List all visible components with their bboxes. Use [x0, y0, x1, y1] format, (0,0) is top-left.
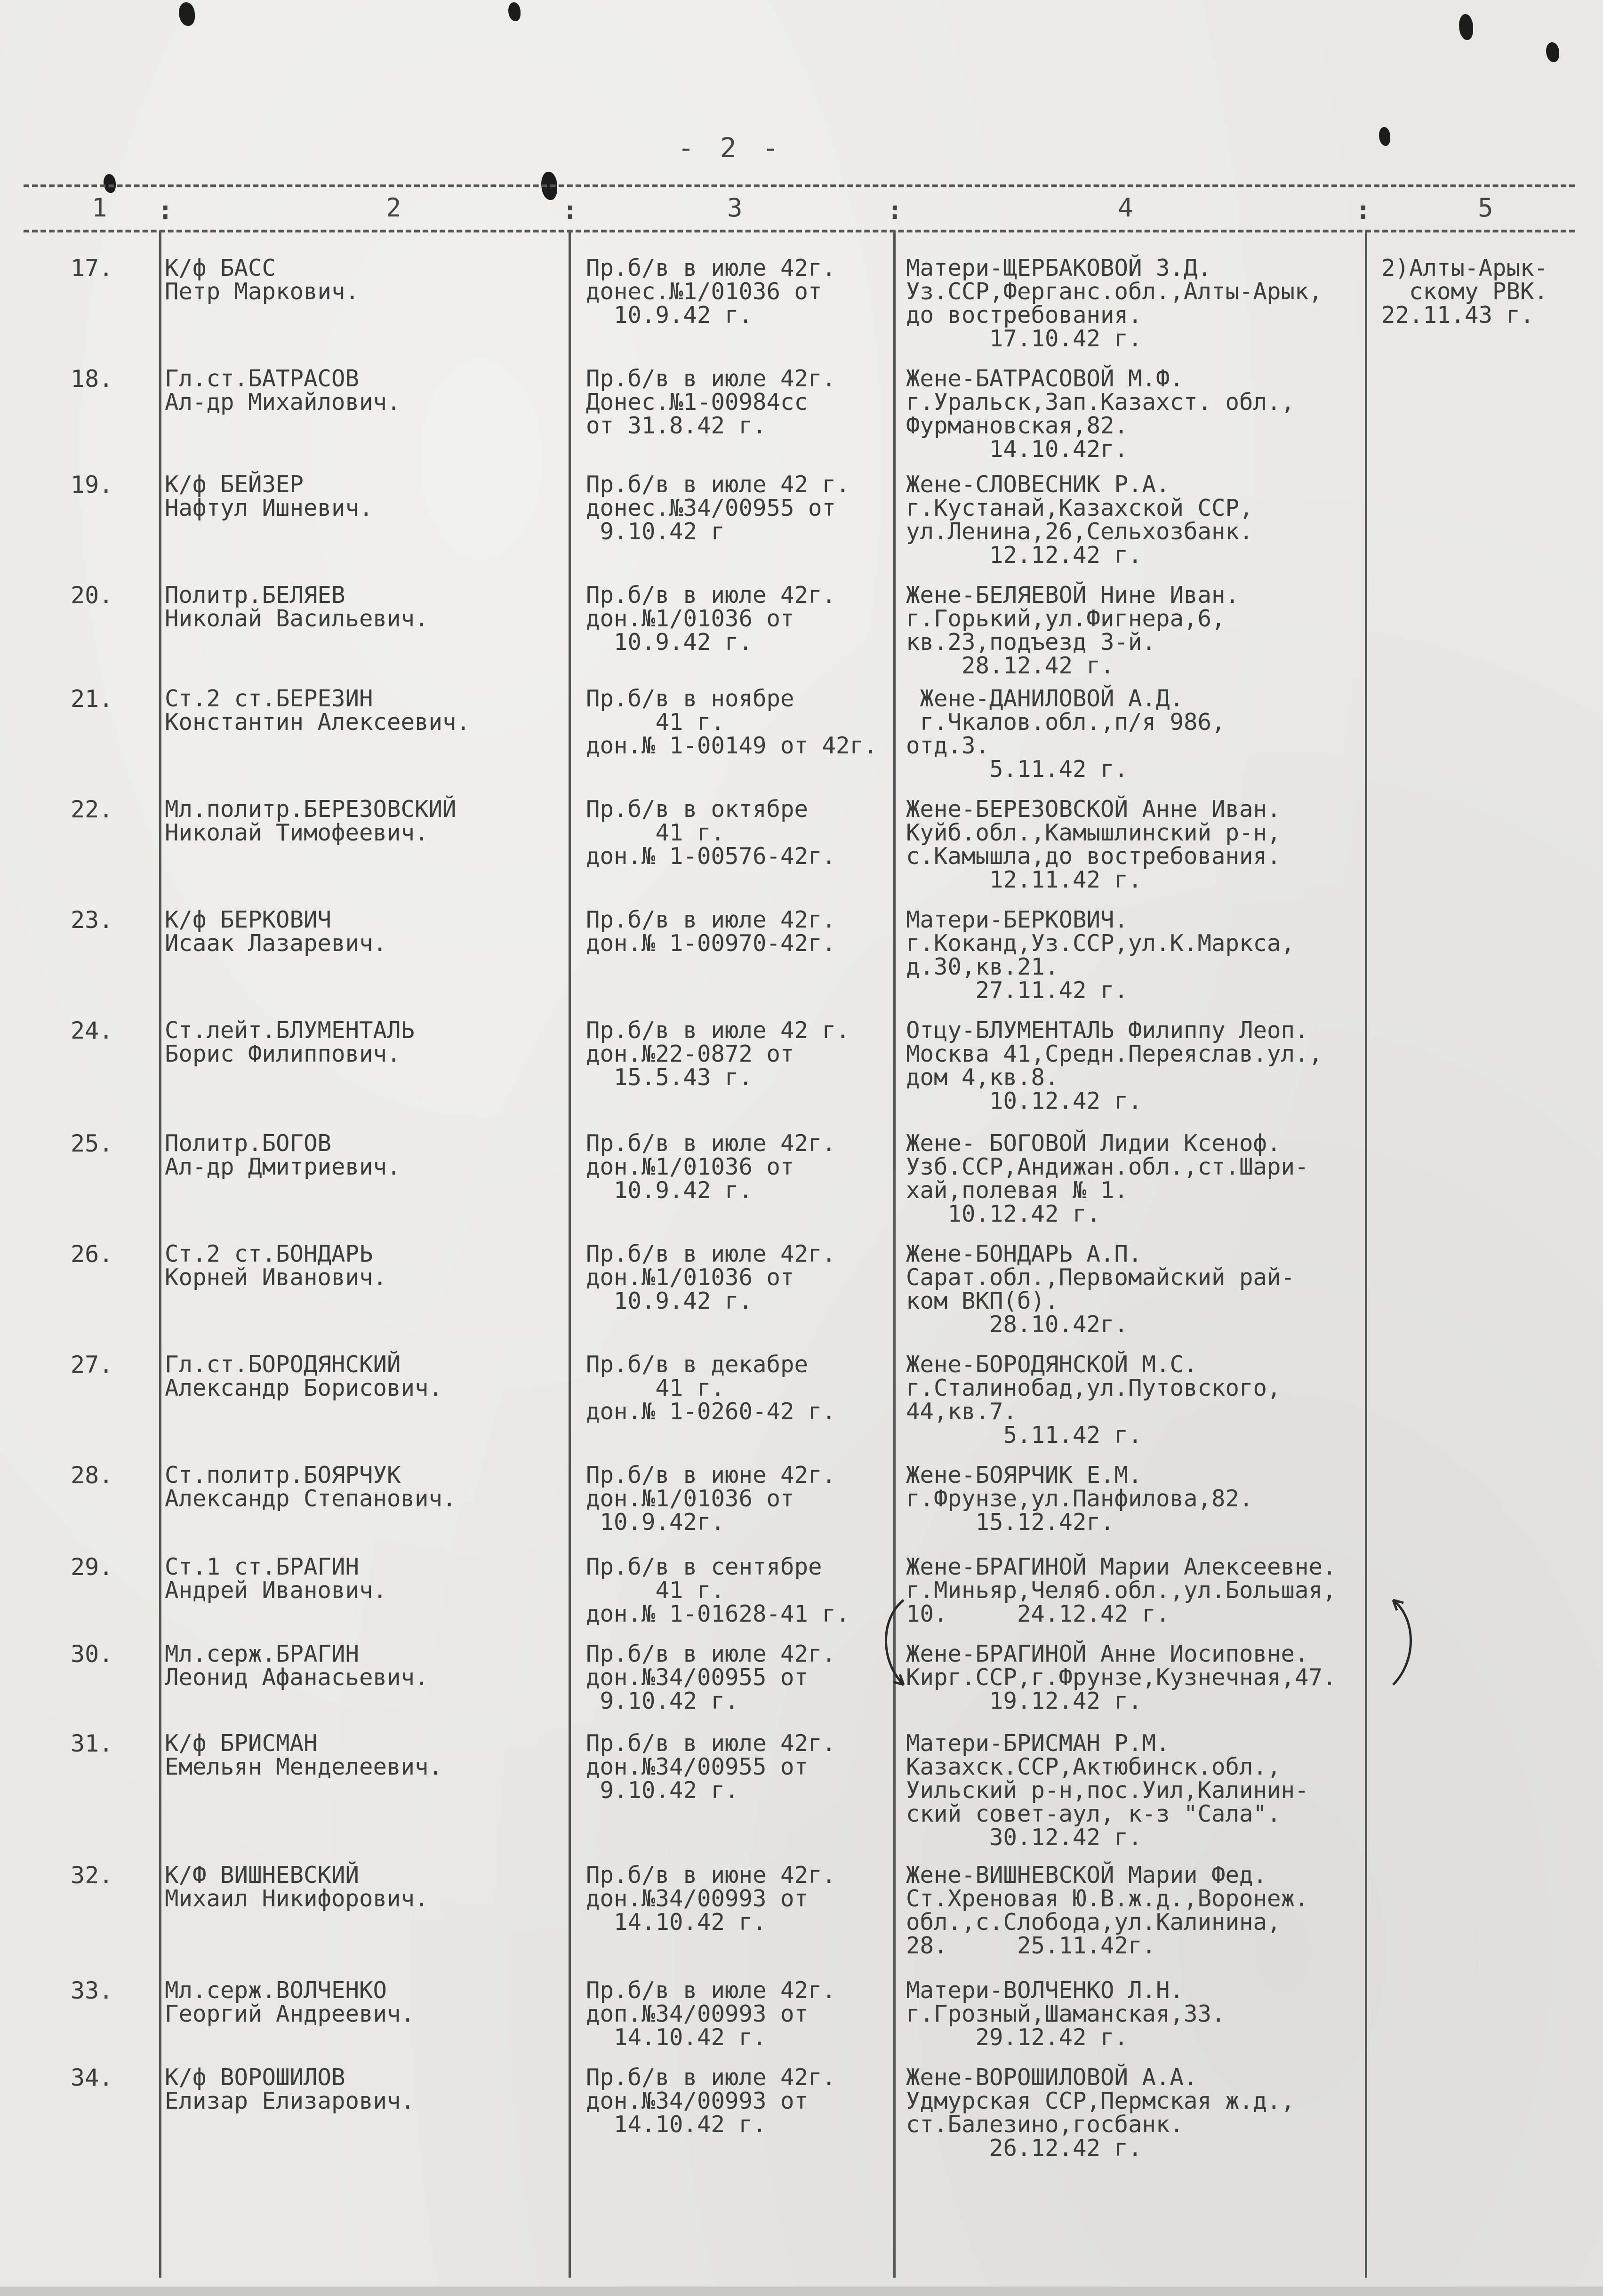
name-line: Николай Тимофеевич. — [165, 819, 429, 846]
info-line: дон.№34/00955 от — [586, 1753, 809, 1780]
person-name — [165, 1353, 442, 1400]
address-line: Матери-ВОЛЧЕНКО Л.Н. — [906, 1977, 1184, 2004]
address-line: 14.10.42г. — [906, 436, 1129, 463]
address-line: ст.Балезино,госбанк. — [906, 2111, 1184, 2138]
address-line: Ст.Хреновая Ю.В.ж.д.,Воронеж. — [906, 1885, 1309, 1912]
row-number: 34. — [71, 2064, 113, 2091]
name-line: Нафтул Ишневич. — [165, 495, 373, 521]
name-line: К/Ф ВИШНЕВСКИЙ — [165, 1862, 360, 1888]
info-line: дон.№1/01036 от — [586, 605, 794, 632]
info-line: 10.9.42 г. — [586, 1288, 753, 1314]
name-line: Леонид Афанасьевич. — [165, 1664, 429, 1691]
person-name — [165, 1242, 387, 1289]
name-line: Константин Алексеевич. — [165, 709, 471, 736]
address-line: г.Грозный,Шаманская,33. — [906, 2000, 1226, 2027]
name-line: Гл.ст.БОРОДЯНСКИЙ — [165, 1351, 401, 1378]
row-number: 32. — [71, 1862, 113, 1889]
recipient-address — [906, 908, 1295, 1002]
person-name — [165, 2066, 415, 2113]
info-line: 9.10.42 г. — [586, 1688, 739, 1714]
address-line: Жене-БОЯРЧИК Е.М. — [906, 1462, 1142, 1488]
name-line: Георгий Андреевич. — [165, 2000, 415, 2027]
row-number: 27. — [71, 1351, 113, 1378]
name-line: Александр Степанович. — [165, 1485, 457, 1512]
info-line: Пр.б/в в июле 42г. — [586, 1130, 836, 1157]
column-rule — [1365, 231, 1367, 2278]
info-line: дон.№ 1-00576-42г. — [586, 843, 836, 870]
address-line: Жене-БЕРЕЗОВСКОЙ Анне Иван. — [906, 796, 1281, 823]
row-number: 17. — [71, 255, 113, 282]
info-line: Пр.б/в в сентябре — [586, 1553, 822, 1580]
row-number: 21. — [71, 685, 113, 712]
name-line: Исаак Лазаревич. — [165, 930, 387, 957]
recipient-address — [906, 798, 1281, 892]
info-line: Пр.б/в в июне 42г. — [586, 1862, 836, 1888]
address-line: г.Горький,ул.Фигнера,6, — [906, 605, 1226, 632]
person-name — [165, 687, 470, 734]
note-line: 22.11.43 г. — [1381, 302, 1534, 328]
notification-info — [586, 908, 836, 955]
address-line: Казахск.ССР,Актюбинск.обл., — [906, 1753, 1281, 1780]
note-line: скому РВК. — [1381, 278, 1548, 305]
address-line: Матери-БЕРКОВИЧ. — [906, 906, 1129, 933]
name-line: Александр Борисович. — [165, 1375, 443, 1401]
info-line: от 31.8.42 г. — [586, 412, 767, 439]
column-number-5: 5 — [1478, 193, 1493, 223]
column-number-3: 3 — [727, 193, 743, 223]
address-line: обл.,с.Слобода,ул.Калинина, — [906, 1909, 1281, 1936]
address-line: Сарат.обл.,Первомайский рай- — [906, 1264, 1295, 1291]
row-number: 19. — [71, 471, 113, 498]
notification-info — [586, 1242, 836, 1313]
info-line: Пр.б/в в декабре — [586, 1351, 809, 1378]
remark — [1381, 256, 1548, 327]
address-line: Куйб.обл.,Камышлинский р-н, — [906, 819, 1281, 846]
column-separator: : — [158, 195, 173, 225]
name-line: Мл.серж.ВОЛЧЕНКО — [165, 1977, 387, 2004]
address-line: Отцу-БЛУМЕНТАЛЬ Филиппу Леоп. — [906, 1017, 1309, 1044]
row-number: 33. — [71, 1977, 113, 2004]
address-line: г.Кустанай,Казахской ССР, — [906, 495, 1253, 521]
address-line: 28.10.42г. — [906, 1311, 1129, 1338]
address-line: 10.12.42 г. — [906, 1088, 1142, 1114]
address-line: Кирг.ССР,г.Фрунзе,Кузнечная,47. — [906, 1664, 1337, 1691]
address-line: 5.11.42 г. — [906, 756, 1129, 783]
row-number: 22. — [71, 796, 113, 823]
person-name — [165, 1732, 442, 1779]
address-line: Жене-СЛОВЕСНИК Р.А. — [906, 471, 1170, 498]
address-line: с.Камышла,до востребования. — [906, 843, 1281, 870]
name-line: Гл.ст.БАТРАСОВ — [165, 365, 360, 392]
recipient-address — [906, 1019, 1322, 1113]
ink-blot — [104, 174, 116, 193]
info-line: Пр.б/в в июле 42г. — [586, 255, 836, 281]
info-line: дон.№ 1-00149 от 42г. — [586, 732, 878, 759]
info-line: Пр.б/в в ноябре — [586, 685, 794, 712]
info-line: Пр.б/в в июле 42 г. — [586, 471, 850, 498]
info-line: 9.10.42 г. — [586, 1777, 739, 1804]
recipient-address — [906, 584, 1239, 678]
info-line: 10.9.42 г. — [586, 1177, 753, 1204]
notification-info — [586, 1019, 850, 1089]
recipient-address — [906, 367, 1295, 461]
address-line: 19.12.42 г. — [906, 1688, 1142, 1714]
address-line: Жене-ВИШНЕВСКОЙ Марии Фед. — [906, 1862, 1267, 1888]
address-line: Жене-БОНДАРЬ А.П. — [906, 1240, 1142, 1267]
row-number: 31. — [71, 1730, 113, 1757]
address-line: Фурмановская,82. — [906, 412, 1129, 439]
name-line: Борис Филиппович. — [165, 1040, 401, 1067]
recipient-address — [906, 1979, 1226, 2049]
address-line: 28.12.42 г. — [906, 652, 1114, 679]
name-line: Михаил Никифорович. — [165, 1885, 429, 1912]
address-line: 44,кв.7. — [906, 1398, 1018, 1425]
address-line: г.Миньяр,Челяб.обл.,ул.Большая, — [906, 1577, 1337, 1604]
recipient-address — [906, 256, 1322, 351]
info-line: дон.№ 1-00970-42г. — [586, 930, 836, 957]
address-line: Матери-ЩЕРБАКОВОЙ З.Д. — [906, 255, 1212, 281]
address-line: г.Фрунзе,ул.Панфилова,82. — [906, 1485, 1253, 1512]
name-line: Политр.БОГОВ — [165, 1130, 332, 1157]
address-line: г.Уральск,Зап.Казахст. обл., — [906, 389, 1295, 416]
address-line: 10. 24.12.42 г. — [906, 1600, 1170, 1627]
info-line: дон.№34/00993 от — [586, 1885, 809, 1912]
address-line: 26.12.42 г. — [906, 2135, 1142, 2161]
column-number-1: 1 — [92, 193, 107, 223]
name-line: Мл.политр.БЕРЕЗОВСКИЙ — [165, 796, 457, 823]
info-line: Пр.б/в в июле 42г. — [586, 365, 836, 392]
person-name — [165, 1132, 401, 1179]
notification-info — [586, 367, 836, 438]
name-line: Ал-др Дмитриевич. — [165, 1153, 401, 1180]
info-line: дон.№34/00993 от — [586, 2088, 809, 2114]
name-line: К/ф БЕЙЗЕР — [165, 471, 304, 498]
column-separator: : — [1355, 195, 1371, 225]
notification-info — [586, 473, 850, 544]
address-line: Узб.ССР,Андижан.обл.,ст.Шари- — [906, 1153, 1309, 1180]
info-line: 14.10.42 г. — [586, 1909, 767, 1936]
header-bottom-rule — [24, 230, 1575, 232]
recipient-address — [906, 2066, 1295, 2160]
recipient-address — [906, 687, 1226, 781]
address-line: кв.23,подъезд 3-й. — [906, 629, 1156, 656]
recipient-address — [906, 473, 1253, 567]
notification-info — [586, 1464, 836, 1534]
notification-info — [586, 1732, 836, 1802]
info-line: 41 г. — [586, 819, 725, 846]
recipient-address — [906, 1353, 1281, 1447]
notification-info — [586, 1353, 836, 1424]
address-line: 5.11.42 г. — [906, 1422, 1142, 1448]
row-number: 24. — [71, 1017, 113, 1044]
address-line: г.Коканд,Уз.ССР,ул.К.Маркса, — [906, 930, 1295, 957]
column-separator: : — [887, 195, 903, 225]
notification-info — [586, 2066, 836, 2136]
name-line: Ст.1 ст.БРАГИН — [165, 1553, 360, 1580]
recipient-address — [906, 1132, 1309, 1226]
address-line: 17.10.42 г. — [906, 325, 1142, 352]
name-line: Ст.лейт.БЛУМЕНТАЛЬ — [165, 1017, 415, 1044]
name-line: Николай Васильевич. — [165, 605, 429, 632]
row-number: 18. — [71, 365, 113, 392]
row-number: 28. — [71, 1462, 113, 1489]
name-line: К/ф ВОРОШИЛОВ — [165, 2064, 345, 2091]
name-line: Петр Маркович. — [165, 278, 360, 305]
person-name — [165, 908, 387, 955]
info-line: дон.№22-0872 от — [586, 1040, 794, 1067]
info-line: 14.10.42 г. — [586, 2111, 767, 2138]
row-number: 30. — [71, 1640, 113, 1668]
notification-info — [586, 1864, 836, 1934]
address-line: Удмурская ССР,Пермская ж.д., — [906, 2088, 1295, 2114]
row-number: 26. — [71, 1240, 113, 1268]
column-rule — [569, 231, 571, 2278]
header-top-rule — [24, 184, 1575, 187]
notification-info — [586, 584, 836, 654]
recipient-address — [906, 1464, 1253, 1534]
column-number-2: 2 — [386, 193, 401, 223]
address-line: Жене-БРАГИНОЙ Анне Иосиповне. — [906, 1640, 1309, 1667]
name-line: Ст.политр.БОЯРЧУК — [165, 1462, 401, 1488]
person-name — [165, 798, 457, 845]
info-line: донес.№34/00955 от — [586, 495, 836, 521]
ink-blot — [1379, 127, 1390, 146]
address-line: г.Сталинобад,ул.Путовского, — [906, 1375, 1281, 1401]
address-line: д.30,кв.21. — [906, 953, 1059, 980]
name-line: Андрей Иванович. — [165, 1577, 387, 1604]
address-line: Уз.ССР,Ферганс.обл.,Алты-Арык, — [906, 278, 1323, 305]
address-line: дом 4,кв.8. — [906, 1064, 1059, 1091]
info-line: дон.№ 1-0260-42 г. — [586, 1398, 836, 1425]
name-line: Ст.2 ст.БЕРЕЗИН — [165, 685, 373, 712]
note-line: 2)Алты-Арык- — [1381, 255, 1548, 281]
address-line: Жене-БАТРАСОВОЙ М.Ф. — [906, 365, 1184, 392]
info-line: Пр.б/в в июле 42г. — [586, 1977, 836, 2004]
info-line: 15.5.43 г. — [586, 1064, 753, 1091]
name-line: Мл.серж.БРАГИН — [165, 1640, 360, 1667]
person-name — [165, 1464, 457, 1511]
notification-info — [586, 1979, 836, 2049]
info-line: 10.9.42 г. — [586, 629, 753, 656]
recipient-address — [906, 1864, 1309, 1958]
info-line: 41 г. — [586, 709, 725, 736]
address-line: 27.11.42 г. — [906, 977, 1129, 1004]
handwritten-swap-mark — [875, 1591, 1421, 1713]
address-line: 12.11.42 г. — [906, 866, 1142, 893]
address-line: 30.12.42 г. — [906, 1824, 1142, 1851]
address-line: Жене- БОГОВОЙ Лидии Ксеноф. — [906, 1130, 1281, 1157]
address-line: Жене-БРАГИНОЙ Марии Алексеевне. — [906, 1553, 1337, 1580]
address-line: 29.12.42 г. — [906, 2024, 1129, 2051]
recipient-address — [906, 1242, 1295, 1336]
address-line: хай,полевая № 1. — [906, 1177, 1129, 1204]
info-line: 41 г. — [586, 1375, 725, 1401]
page-number: - 2 - — [678, 132, 784, 164]
info-line: 10.9.42 г. — [586, 302, 753, 328]
address-line: отд.3. — [906, 732, 990, 759]
name-line: Политр.БЕЛЯЕВ — [165, 582, 345, 608]
name-line: К/ф БЕРКОВИЧ — [165, 906, 332, 933]
row-number: 29. — [71, 1553, 113, 1581]
notification-info — [586, 798, 836, 868]
info-line: Пр.б/в в июне 42г. — [586, 1462, 836, 1488]
person-name — [165, 1979, 415, 2026]
person-name — [165, 256, 359, 304]
address-line: 10.12.42 г. — [906, 1200, 1101, 1227]
notification-info — [586, 256, 836, 327]
person-name — [165, 1555, 387, 1602]
name-line: Емельян Менделеевич. — [165, 1753, 443, 1780]
address-line: Уильский р-н,пос.Уил,Калинин- — [906, 1777, 1309, 1804]
column-number-4: 4 — [1118, 193, 1133, 223]
ink-blot — [508, 2, 521, 21]
scan-edge — [0, 2287, 1603, 2296]
info-line: дон.№ 1-01628-41 г. — [586, 1600, 850, 1627]
address-line: Жене-ВОРОШИЛОВОЙ А.А. — [906, 2064, 1198, 2091]
info-line: Пр.б/в в июле 42г. — [586, 2064, 836, 2091]
row-number: 20. — [71, 582, 113, 609]
info-line: Пр.б/в в июле 42г. — [586, 1640, 836, 1667]
info-line: 9.10.42 г — [586, 518, 725, 545]
info-line: Пр.б/в в июле 42г. — [586, 582, 836, 608]
info-line: донес.№1/01036 от — [586, 278, 822, 305]
address-line: Москва 41,Средн.Переяслав.ул., — [906, 1040, 1323, 1067]
info-line: Донес.№1-00984сс — [586, 389, 809, 416]
column-rule — [159, 231, 161, 2278]
notification-info — [586, 1132, 836, 1202]
address-line: 12.12.42 г. — [906, 542, 1142, 568]
name-line: К/ф БАСС — [165, 255, 276, 281]
person-name — [165, 1642, 429, 1689]
address-line: до востребования. — [906, 302, 1142, 328]
address-line: Матери-БРИСМАН Р.М. — [906, 1730, 1170, 1757]
info-line: дон.№1/01036 от — [586, 1485, 794, 1512]
column-rule — [893, 231, 896, 2278]
info-line: Пр.б/в в июле 42г. — [586, 906, 836, 933]
ink-blot — [179, 2, 195, 26]
info-line: 14.10.42 г. — [586, 2024, 767, 2051]
address-line: ул.Ленина,26,Сельхозбанк. — [906, 518, 1253, 545]
info-line: Пр.б/в в июле 42г. — [586, 1240, 836, 1267]
info-line: Пр.б/в в июле 42 г. — [586, 1017, 850, 1044]
address-line: 28. 25.11.42г. — [906, 1932, 1156, 1959]
person-name — [165, 1019, 415, 1066]
ink-blot — [1546, 42, 1559, 62]
info-line: 41 г. — [586, 1577, 725, 1604]
info-line: доп.№34/00993 от — [586, 2000, 809, 2027]
row-number: 23. — [71, 906, 113, 934]
address-line: г.Чкалов.обл.,п/я 986, — [906, 709, 1226, 736]
person-name — [165, 367, 401, 414]
info-line: Пр.б/в в октябре — [586, 796, 809, 823]
person-name — [165, 584, 429, 631]
ink-blot — [1459, 14, 1473, 40]
person-name — [165, 473, 373, 520]
notification-info — [586, 1642, 836, 1713]
person-name — [165, 1864, 429, 1911]
info-line: дон.№1/01036 от — [586, 1153, 794, 1180]
name-line: Корней Иванович. — [165, 1264, 387, 1291]
address-line: ком ВКП(б). — [906, 1288, 1059, 1314]
address-line: Жене-БОРОДЯНСКОЙ М.С. — [906, 1351, 1198, 1378]
info-line: Пр.б/в в июле 42г. — [586, 1730, 836, 1757]
name-line: Ал-др Михайлович. — [165, 389, 401, 416]
info-line: дон.№1/01036 от — [586, 1264, 794, 1291]
name-line: Ст.2 ст.БОНДАРЬ — [165, 1240, 373, 1267]
recipient-address — [906, 1732, 1309, 1849]
notification-info — [586, 687, 878, 758]
address-line: Жене-БЕЛЯЕВОЙ Нине Иван. — [906, 582, 1240, 608]
info-line: 10.9.42г. — [586, 1509, 725, 1536]
name-line: Елизар Елизарович. — [165, 2088, 415, 2114]
name-line: К/ф БРИСМАН — [165, 1730, 318, 1757]
notification-info — [586, 1555, 850, 1626]
address-line: Жене-ДАНИЛОВОЙ А.Д. — [906, 685, 1184, 712]
address-line: ский совет-аул, к-з "Сала". — [906, 1800, 1281, 1827]
row-number: 25. — [71, 1130, 113, 1157]
column-separator: : — [562, 195, 578, 225]
info-line: дон.№34/00955 от — [586, 1664, 809, 1691]
address-line: 15.12.42г. — [906, 1509, 1114, 1536]
